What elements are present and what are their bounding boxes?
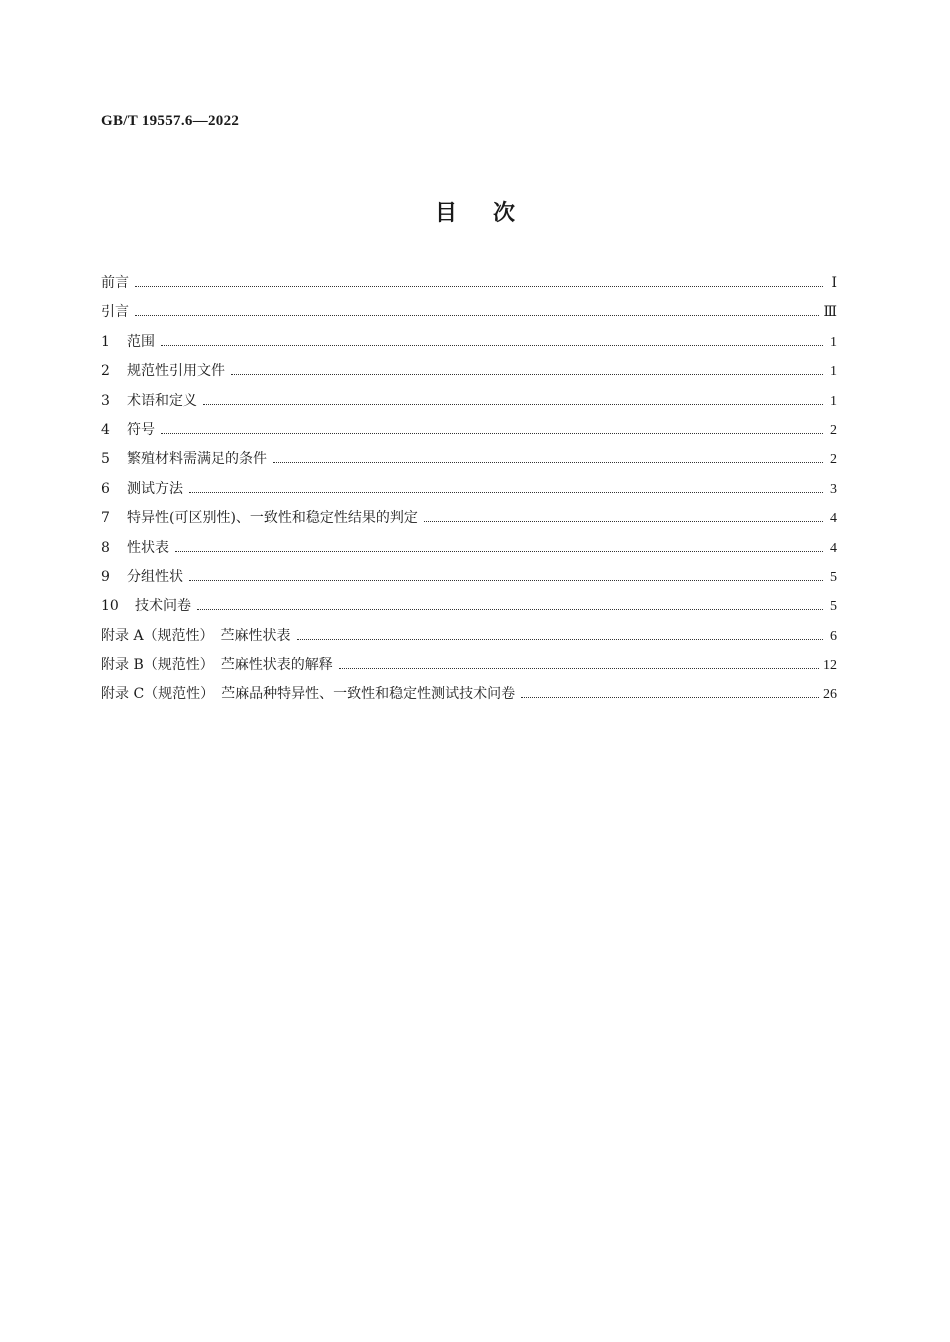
toc-entry-6[interactable] bbox=[101, 479, 837, 508]
toc-entry-2[interactable] bbox=[101, 361, 837, 390]
standard-code: GB/T 19557.6—2022 bbox=[101, 113, 240, 129]
toc-entry-label: 技术问卷 bbox=[135, 598, 191, 615]
toc-entry-5[interactable] bbox=[101, 449, 837, 478]
dot-leader bbox=[424, 521, 823, 522]
dot-leader bbox=[189, 492, 823, 493]
toc-entry-label: 附录 B（规范性） 苎麻性状表的解释 bbox=[101, 657, 333, 674]
toc-entry-label: 符号 bbox=[127, 421, 155, 438]
toc-entry-number: 7 bbox=[101, 510, 110, 527]
toc-entry-page: Ⅰ bbox=[831, 276, 837, 291]
toc-entry-10[interactable] bbox=[101, 596, 837, 625]
toc-entry-label: 特异性(可区别性)、一致性和稳定性结果的判定 bbox=[127, 510, 418, 527]
toc-entry-number: 10 bbox=[101, 598, 119, 615]
toc-entry-9[interactable] bbox=[101, 567, 837, 596]
toc-entry-page: 1 bbox=[830, 334, 837, 350]
toc-entry-page: 3 bbox=[830, 481, 837, 497]
toc-entry-page: 4 bbox=[830, 540, 837, 556]
toc-entry-4[interactable] bbox=[101, 420, 837, 449]
toc-entry-number: 4 bbox=[101, 421, 110, 438]
toc-entry-introduction[interactable] bbox=[101, 302, 837, 331]
dot-leader bbox=[189, 580, 823, 581]
toc-entry-7[interactable] bbox=[101, 508, 837, 537]
toc-entry-page: 2 bbox=[830, 422, 837, 438]
toc-entry-1[interactable] bbox=[101, 332, 837, 361]
toc-entry-page: 5 bbox=[830, 599, 837, 615]
dot-leader bbox=[297, 639, 823, 640]
toc-entry-label: 术语和定义 bbox=[127, 392, 197, 409]
toc-entry-label: 分组性状 bbox=[127, 568, 183, 585]
table-of-contents bbox=[101, 273, 837, 714]
toc-entry-3[interactable] bbox=[101, 391, 837, 420]
dot-leader bbox=[203, 404, 823, 405]
toc-entry-page: 1 bbox=[830, 364, 837, 380]
dot-leader bbox=[339, 668, 819, 669]
toc-entry-page: 12 bbox=[823, 658, 837, 674]
toc-entry-foreword[interactable] bbox=[101, 273, 837, 302]
toc-entry-page: 1 bbox=[830, 393, 837, 409]
toc-entry-number: 9 bbox=[101, 568, 110, 585]
toc-entry-page: 26 bbox=[823, 687, 837, 703]
toc-entry-label: 附录 A（规范性） 苎麻性状表 bbox=[101, 627, 291, 644]
toc-entry-number: 2 bbox=[101, 363, 110, 380]
dot-leader bbox=[273, 462, 823, 463]
dot-leader bbox=[197, 609, 823, 610]
dot-leader bbox=[161, 433, 823, 434]
dot-leader bbox=[135, 315, 819, 316]
toc-entry-page: 5 bbox=[830, 569, 837, 585]
toc-entry-annex-b[interactable] bbox=[101, 655, 837, 684]
toc-entry-number: 6 bbox=[101, 480, 110, 497]
toc-entry-page: Ⅲ bbox=[823, 305, 837, 321]
toc-entry-page: 2 bbox=[830, 452, 837, 468]
toc-entry-annex-c[interactable] bbox=[101, 684, 837, 713]
toc-entry-label: 引言 bbox=[101, 304, 129, 321]
toc-entry-label: 前言 bbox=[101, 275, 129, 291]
dot-leader bbox=[521, 697, 819, 698]
toc-entry-label: 测试方法 bbox=[127, 480, 183, 497]
dot-leader bbox=[231, 374, 823, 375]
toc-entry-number: 5 bbox=[101, 451, 110, 468]
toc-entry-number: 8 bbox=[101, 539, 110, 556]
dot-leader bbox=[175, 551, 823, 552]
toc-entry-label: 性状表 bbox=[127, 539, 169, 556]
page-title: 目次 bbox=[434, 201, 551, 226]
toc-entry-8[interactable] bbox=[101, 538, 837, 567]
dot-leader bbox=[161, 345, 823, 346]
toc-entry-annex-a[interactable] bbox=[101, 626, 837, 655]
toc-entry-label: 规范性引用文件 bbox=[127, 363, 225, 380]
toc-entry-label: 繁殖材料需满足的条件 bbox=[127, 451, 267, 468]
toc-entry-number: 3 bbox=[101, 392, 110, 409]
toc-entry-label: 范围 bbox=[127, 333, 155, 350]
toc-entry-label: 附录 C（规范性） 苎麻品种特异性、一致性和稳定性测试技术问卷 bbox=[101, 686, 516, 703]
toc-entry-page: 4 bbox=[830, 511, 837, 527]
dot-leader bbox=[135, 286, 823, 287]
toc-entry-number: 1 bbox=[101, 333, 110, 350]
toc-entry-page: 6 bbox=[830, 628, 837, 644]
